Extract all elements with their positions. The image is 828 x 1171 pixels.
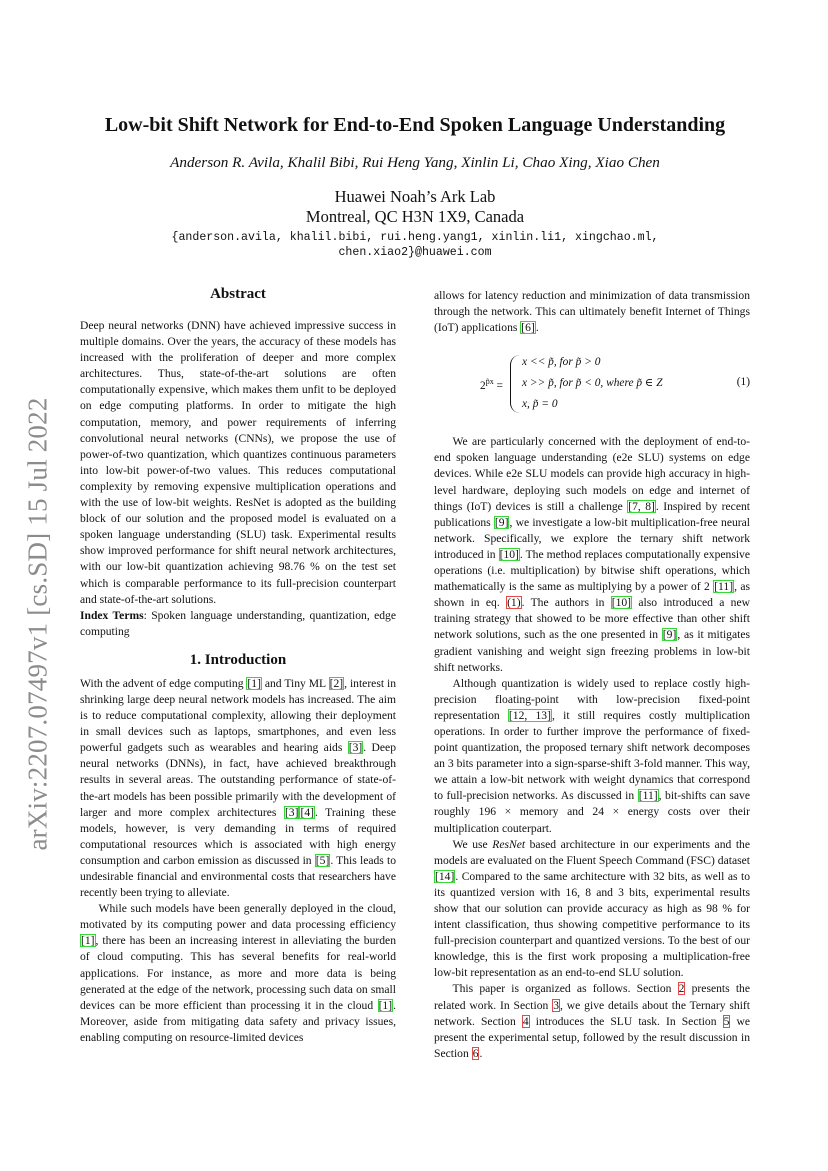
equation-lhs: $2^{p̃x}$ =	[480, 377, 503, 393]
right-paragraph-1: We are particularly concerned with the deployment of end-to-end spoken language understanding (e2e SLU) systems on edge devices. While e2e SLU models can provide high accuracy in high-level hardware, deploying such models on edge and internet of things (IoT) devices is still a challenge [7, 8]. Inspired by recent publications [9], we investigate a low-bit multiplication-free neural network. Specifically, we explore the ternary shift network introduced in [10]. The method replaces computationally expensive operations (i.e. multiplication) by bitwise shift operations, which mathematically is the same as multiplying by a power of 2 [11], as shown in eq. (1). The authors in [10] also introduced a new training strategy that showed to be more effective than other shift network solutions, such as the one presented in [9], as it mitigates gradient vanishing and weight sign freezing problems in low-bit shift networks.	[434, 435, 750, 674]
right-paragraph-3: We use ResNet based architecture in our experiments and the models are evaluated on the Fluent Speech Command (FSC) dataset [14]. Compared to the same architecture with 32 bits, as well as to its quantized version with 16, 8 and 3 bits, experimental results show that our solution can provide accuracy as high as 98 % for intent classification, thus showing competitive performance to its full-precision counterpart and quantized versions. To the best of our knowledge, this is the first work proposing a multiplication-free low-bit representation as an end-to-end SLU solution.	[434, 837, 750, 980]
citation-link[interactable]: [7, 8]	[628, 499, 655, 513]
index-terms-text: : Spoken language understanding, quantization, edge computing	[80, 608, 396, 638]
equation-1	[434, 350, 750, 420]
right-paragraph-2: Although quantization is widely used to replace costly high-precision floating-point with low-precision fixed-point representation [12, 13], it still requires costly multiplication operations. In order to further improve the performance of fixed-point quantization, the proposed ternary shift network decomposes an 3 bits parameter into a sign-sparse-shift 3-fold manner. This way, we attain a low-bit network with weight dynamics that correspond to full-precision networks. As discussed in [11], bit-shifts can save roughly 196 × memory and 24 × energy costs over their multiplication couterpart.	[434, 676, 750, 835]
affiliation-line-2: Montreal, QC H3N 1X9, Canada	[305, 207, 525, 226]
section-link[interactable]: 4	[522, 1014, 529, 1028]
arxiv-stamp	[14, 376, 62, 872]
citation-link[interactable]: [6]	[521, 321, 535, 335]
affiliation	[80, 187, 750, 227]
citation-link[interactable]: [3]	[284, 805, 299, 819]
citation-link[interactable]: [9]	[494, 515, 509, 529]
citation-link[interactable]: [1]	[378, 998, 393, 1012]
citation-link[interactable]: [14]	[435, 869, 455, 883]
section-link[interactable]: 3	[553, 998, 560, 1012]
equation-cases	[522, 352, 663, 415]
citation-link[interactable]: [11]	[714, 580, 734, 594]
citation-link[interactable]: [1]	[81, 934, 95, 948]
citation-link[interactable]: [9]	[662, 628, 677, 642]
equation-case-3: x, p̃ = 0	[522, 398, 558, 411]
index-terms-label: Index Terms	[80, 608, 144, 622]
equation-case-1: x << p̃, for p̃ > 0	[522, 356, 601, 369]
affiliation-line-1: Huawei Noah’s Ark Lab	[334, 187, 496, 206]
citation-link[interactable]: [5]	[315, 853, 330, 867]
index-terms	[80, 608, 396, 640]
citation-link[interactable]: [2]	[329, 676, 344, 690]
right-paragraph-0: allows for latency reduction and minimization of data transmission through the network. This can ultimately benefit Internet of Things (IoT) applications [6].	[434, 289, 750, 335]
paper-title: Low-bit Shift Network for End-to-End Spoken Language Understanding	[104, 114, 726, 136]
citation-link[interactable]: [10]	[611, 596, 632, 610]
arxiv-stamp-text: arXiv:2207.07497v1 [cs.SD] 15 Jul 2022	[22, 397, 53, 851]
section-link[interactable]: 5	[723, 1014, 730, 1028]
citation-link[interactable]: [3]	[348, 741, 363, 755]
citation-link[interactable]: [11]	[638, 789, 658, 803]
citation-link[interactable]: [10]	[499, 547, 519, 561]
equation-number: (1)	[736, 376, 750, 389]
email-line-1: {anderson.avila, khalil.bibi, rui.heng.yang1, xinlin.li1, xingchao.ml,	[171, 231, 659, 244]
left-column	[80, 284, 396, 1046]
author-list: Anderson R. Avila, Khalil Bibi, Rui Heng Yang, Xinlin Li, Chao Xing, Xiao Chen	[170, 154, 660, 171]
citation-link[interactable]: [4]	[300, 805, 314, 819]
citation-link[interactable]: [1]	[247, 676, 261, 690]
author-emails	[80, 230, 750, 260]
email-line-2: chen.xiao2}@huawei.com	[338, 246, 492, 259]
abstract-heading: Abstract	[210, 286, 266, 302]
intro-paragraph-2: While such models have been generally deployed in the cloud, motivated by its computing power and data processing efficiency [1], there has been an increasing interest in alleviating the burden of cloud computing. This has several benefits for real-world applications. For instance, as more and more data is being generated at the edge of the network, processing such data on small devices can be more efficient than processing it in the cloud [1]. Moreover, aside from mitigating data safety and privacy issues, enabling computing on resource-limited devices	[80, 902, 396, 1044]
section-link[interactable]: 2	[678, 982, 685, 996]
equation-link[interactable]: (1)	[507, 596, 521, 610]
right-paragraph-4: This paper is organized as follows. Section 2 presents the related work. In Section 3, we give details about the Ternary shift network. Section 4 introduces the SLU task. In Section 5 we present the experimental setup, followed by the result discussion in Section 6.	[434, 982, 750, 1060]
introduction-heading: 1. Introduction	[189, 651, 287, 668]
section-link[interactable]: 6	[472, 1046, 479, 1060]
intro-paragraph-1: With the advent of edge computing [1] and Tiny ML [2], interest in shrinking large deep neural network models has increased. The aim is to reduce computational complexity, allowing their deployment in small devices such as laptops, smartphones, and even less powerful gadgets such as wearables and hearing aids [3]. Deep neural networks (DNNs), in fact, have achieved breakthrough results in several areas. The outstanding performance of state-of-the-art models has been possible primarily with the development of larger and more complex architectures [3] [4]. Training these models, however, is very demanding in terms of required computational resources which is associated with high energy consumption and carbon emission as discussed in [5]. This leads to undesirable financial and environmental costs that researchers have recently been trying to alleviate.	[80, 676, 397, 900]
citation-link[interactable]: [12, 13]	[508, 708, 551, 722]
equation-case-2: x >> p̃, for p̃ < 0, where p̃ ∈ Z	[522, 377, 663, 390]
abstract-text: Deep neural networks (DNN) have achieved impressive success in multiple domains. Over the years, the accuracy of these models has increased with the proliferation of deeper and more complex architectures. Thus, state-of-the-art solutions are often computationally expensive, which makes them unfit to be deployed on edge computing platforms. In order to mitigate the high computation, memory, and power requirements of inferring convolutional neural networks (CNNs), we propose the use of power-of-two quantization, which quantizes continuous parameters into low-bit power-of-two values. This reduces computational complexity by removing expensive multiplication operations and with the use of low-bit weights. ResNet is adopted as the building block of our solution and the proposed model is evaluated on a spoken language understanding (SLU) task. Experimental results show improved performance for shift neural network architectures, with our low-bit quantization achieving 98.76 % on the test set which is comparable performance to its full-precision counterpart and state-of-the-art solutions.	[80, 319, 396, 606]
right-column	[434, 288, 750, 1062]
